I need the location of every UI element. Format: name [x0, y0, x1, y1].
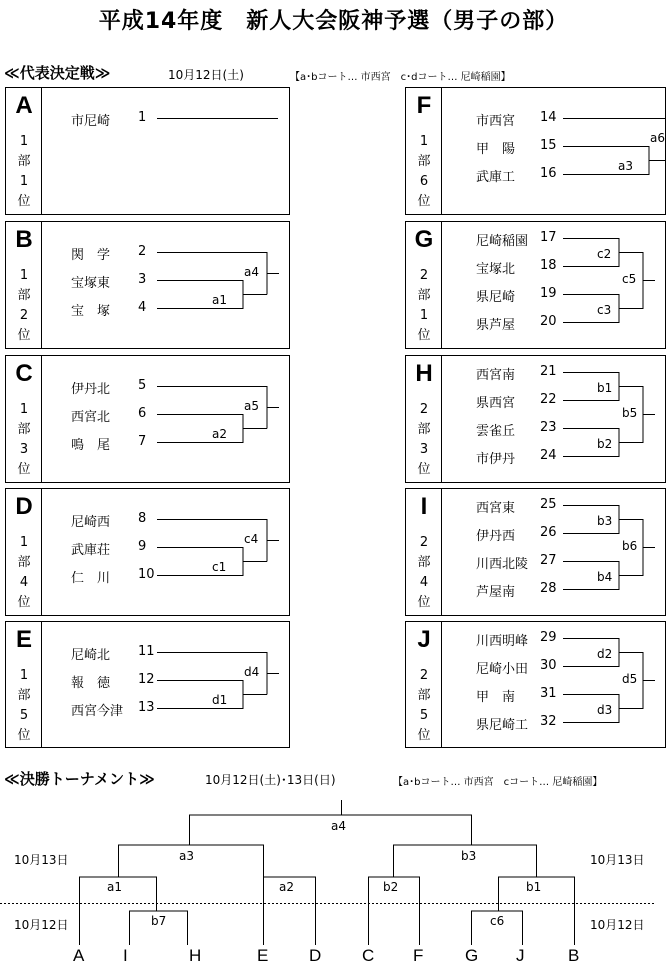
- game-label-second: c3: [597, 303, 612, 317]
- team-name: 伊丹西: [476, 529, 516, 544]
- block-rank-char: 2: [419, 268, 429, 283]
- block-rank-char: 1: [19, 535, 29, 550]
- final-seed-letter: A: [73, 946, 85, 965]
- block-letter: F: [416, 92, 432, 119]
- block-rank-char: 部: [17, 288, 31, 303]
- block-rank-char: 1: [19, 668, 29, 683]
- team-name: 西宮南: [476, 368, 516, 383]
- block-rank-char: 部: [417, 422, 431, 437]
- block-rank-char: 部: [417, 154, 431, 169]
- team-name: 甲 陽: [476, 142, 516, 157]
- team-name: 西宮東: [476, 501, 516, 516]
- block-rank-char: 1: [19, 268, 29, 283]
- block-letter: C: [15, 360, 33, 387]
- team-number: 16: [540, 166, 557, 181]
- team-number: 29: [540, 630, 557, 645]
- block-letter: H: [415, 360, 433, 387]
- game-label-first: d1: [212, 693, 228, 707]
- block-letter: A: [15, 92, 33, 119]
- team-number: 14: [540, 110, 557, 125]
- final-seed-letter: G: [465, 946, 479, 965]
- team-name: 武庫荘: [71, 543, 111, 558]
- team-number: 22: [540, 392, 557, 407]
- final-game-right: b3: [461, 849, 477, 863]
- team-name: 川西明峰: [476, 634, 529, 649]
- block-rank-char: 3: [19, 442, 29, 457]
- block-rank-char: 2: [419, 535, 429, 550]
- final-seed-letter: J: [516, 946, 525, 965]
- team-name: 雲雀丘: [476, 424, 516, 439]
- block-letter: B: [15, 226, 33, 253]
- block-rank-char: 2: [419, 668, 429, 683]
- final-day-label-right-13: 10月13日: [590, 853, 645, 867]
- block-rank-char: 位: [417, 194, 431, 209]
- team-name: 尼崎稲園: [476, 234, 529, 249]
- block-rank-char: 位: [17, 194, 31, 209]
- game-label-second: d3: [597, 703, 613, 717]
- team-name: 宝 塚: [71, 304, 111, 319]
- final-game-r2: b1: [526, 880, 542, 894]
- team-number: 2: [138, 244, 147, 259]
- section-date-final: 10月12日(土)･13日(日): [205, 773, 336, 787]
- team-number: 30: [540, 658, 557, 673]
- team-number: 13: [138, 700, 155, 715]
- final-seed-letter: H: [189, 946, 202, 965]
- game-label-final: a5: [244, 399, 259, 413]
- page-title: 平成14年度 新人大会阪神予選（男子の部）: [98, 9, 569, 34]
- block-letter: G: [414, 226, 434, 253]
- team-name: 県芦屋: [476, 318, 516, 333]
- section-note-qualifier: 【a･bコート… 市西宮 c･dコート… 尼崎稲園】: [290, 72, 511, 83]
- block-rank-char: 位: [17, 328, 31, 343]
- team-number: 21: [540, 364, 557, 379]
- block-rank-char: 部: [17, 555, 31, 570]
- block-rank-char: 1: [19, 174, 29, 189]
- team-name: 伊丹北: [71, 382, 111, 397]
- team-number: 8: [138, 511, 147, 526]
- team-name: 市西宮: [476, 114, 516, 129]
- game-label-second: b2: [597, 437, 613, 451]
- team-number: 11: [138, 644, 155, 659]
- final-game-l3: b7: [151, 914, 167, 928]
- team-name: 武庫工: [476, 170, 516, 185]
- team-name: 西宮北: [71, 410, 111, 425]
- game-label-first: a3: [618, 159, 633, 173]
- team-name: 甲 南: [476, 690, 516, 705]
- game-label-first: a2: [212, 427, 227, 441]
- game-label-first: c1: [212, 560, 227, 574]
- final-seed-letter: F: [413, 946, 424, 965]
- block-rank-char: 1: [19, 402, 29, 417]
- team-name: 関 学: [71, 248, 111, 263]
- team-number: 10: [138, 567, 155, 582]
- block-rank-char: 2: [419, 402, 429, 417]
- block-rank-char: 部: [417, 555, 431, 570]
- final-game-l2: a2: [279, 880, 294, 894]
- block-rank-char: 位: [417, 728, 431, 743]
- team-number: 4: [138, 300, 147, 315]
- block-letter: E: [15, 626, 32, 653]
- team-number: 23: [540, 420, 557, 435]
- block-rank-char: 部: [417, 688, 431, 703]
- team-name: 西宮今津: [71, 704, 124, 719]
- team-number: 26: [540, 525, 557, 540]
- block-rank-char: 6: [419, 174, 429, 189]
- final-game-l1: a1: [107, 880, 122, 894]
- final-day-label-right-12: 10月12日: [590, 918, 645, 932]
- final-day-label-left-12: 10月12日: [14, 918, 69, 932]
- final-game-r1: b2: [383, 880, 399, 894]
- team-name: 仁 川: [71, 571, 111, 586]
- team-number: 6: [138, 406, 147, 421]
- final-seed-letter: I: [123, 946, 128, 965]
- block-rank-char: 4: [419, 575, 429, 590]
- block-letter: J: [417, 626, 431, 653]
- game-label-final: d4: [244, 665, 260, 679]
- team-number: 27: [540, 553, 557, 568]
- game-label-first: d2: [597, 647, 613, 661]
- game-label-final: b6: [622, 539, 638, 553]
- block-rank-char: 2: [19, 308, 29, 323]
- team-name: 芦屋南: [476, 585, 516, 600]
- final-game-r3: c6: [490, 914, 505, 928]
- team-name: 市伊丹: [476, 452, 516, 467]
- team-name: 尼崎西: [71, 515, 111, 530]
- block-rank-char: 部: [17, 154, 31, 169]
- team-name: 県西宮: [476, 396, 516, 411]
- team-number: 25: [540, 497, 557, 512]
- game-label-first: a1: [212, 293, 227, 307]
- team-name: 宝塚東: [71, 276, 111, 291]
- block-rank-char: 位: [17, 595, 31, 610]
- final-seed-letter: E: [257, 946, 269, 965]
- team-name: 尼崎北: [71, 648, 111, 663]
- block-rank-char: 4: [19, 575, 29, 590]
- game-label-final: a4: [244, 265, 259, 279]
- block-rank-char: 1: [419, 134, 429, 149]
- game-label-final: c4: [244, 532, 259, 546]
- team-name: 報 徳: [71, 676, 111, 691]
- team-number: 24: [540, 448, 557, 463]
- block-rank-char: 部: [417, 288, 431, 303]
- section-heading-qualifier: ≪代表決定戦≫: [4, 64, 111, 82]
- team-number: 1: [138, 110, 147, 125]
- section-heading-final: ≪決勝トーナメント≫: [4, 770, 155, 788]
- team-number: 3: [138, 272, 147, 287]
- block-letter: D: [15, 493, 33, 520]
- block-rank-char: 位: [17, 462, 31, 477]
- team-number: 12: [138, 672, 155, 687]
- team-number: 19: [540, 286, 557, 301]
- team-number: 15: [540, 138, 557, 153]
- game-label-first: c2: [597, 247, 612, 261]
- final-game-left: a3: [179, 849, 194, 863]
- block-rank-char: 3: [419, 442, 429, 457]
- team-name: 市尼崎: [71, 114, 111, 129]
- team-number: 7: [138, 434, 147, 449]
- team-name: 尼崎小田: [476, 662, 529, 677]
- block-rank-char: 部: [17, 422, 31, 437]
- block-rank-char: 位: [417, 462, 431, 477]
- game-label-first: b1: [597, 381, 613, 395]
- game-label-final: c5: [622, 272, 637, 286]
- team-name: 県尼崎工: [476, 718, 529, 733]
- block-rank-char: 位: [417, 595, 431, 610]
- team-name: 川西北陵: [476, 557, 529, 572]
- block-rank-char: 位: [417, 328, 431, 343]
- final-seed-letter: D: [309, 946, 322, 965]
- team-number: 20: [540, 314, 557, 329]
- team-name: 宝塚北: [476, 262, 516, 277]
- team-number: 9: [138, 539, 147, 554]
- block-rank-char: 1: [419, 308, 429, 323]
- block-rank-char: 位: [17, 728, 31, 743]
- game-label-final: b5: [622, 406, 638, 420]
- section-note-final: 【a･bコート… 市西宮 cコート… 尼崎稲園】: [393, 777, 603, 788]
- block-rank-char: 1: [19, 134, 29, 149]
- block-rank-char: 5: [419, 708, 429, 723]
- final-seed-letter: C: [362, 946, 375, 965]
- block-rank-char: 部: [17, 688, 31, 703]
- block-rank-char: 5: [19, 708, 29, 723]
- team-number: 28: [540, 581, 557, 596]
- final-day-label-left-13: 10月13日: [14, 853, 69, 867]
- game-label-second: b4: [597, 570, 613, 584]
- team-number: 31: [540, 686, 557, 701]
- team-name: 県尼崎: [476, 290, 516, 305]
- team-number: 17: [540, 230, 557, 245]
- team-name: 鳴 尾: [71, 438, 111, 453]
- block-letter: I: [420, 493, 428, 520]
- team-number: 5: [138, 378, 147, 393]
- team-number: 18: [540, 258, 557, 273]
- final-seed-letter: B: [568, 946, 580, 965]
- game-label-final: a6: [650, 131, 665, 145]
- game-label-first: b3: [597, 514, 613, 528]
- game-label-final: d5: [622, 672, 638, 686]
- section-date-qualifier: 10月12日(土): [168, 68, 244, 82]
- final-game-top: a4: [331, 819, 346, 833]
- team-number: 32: [540, 714, 557, 729]
